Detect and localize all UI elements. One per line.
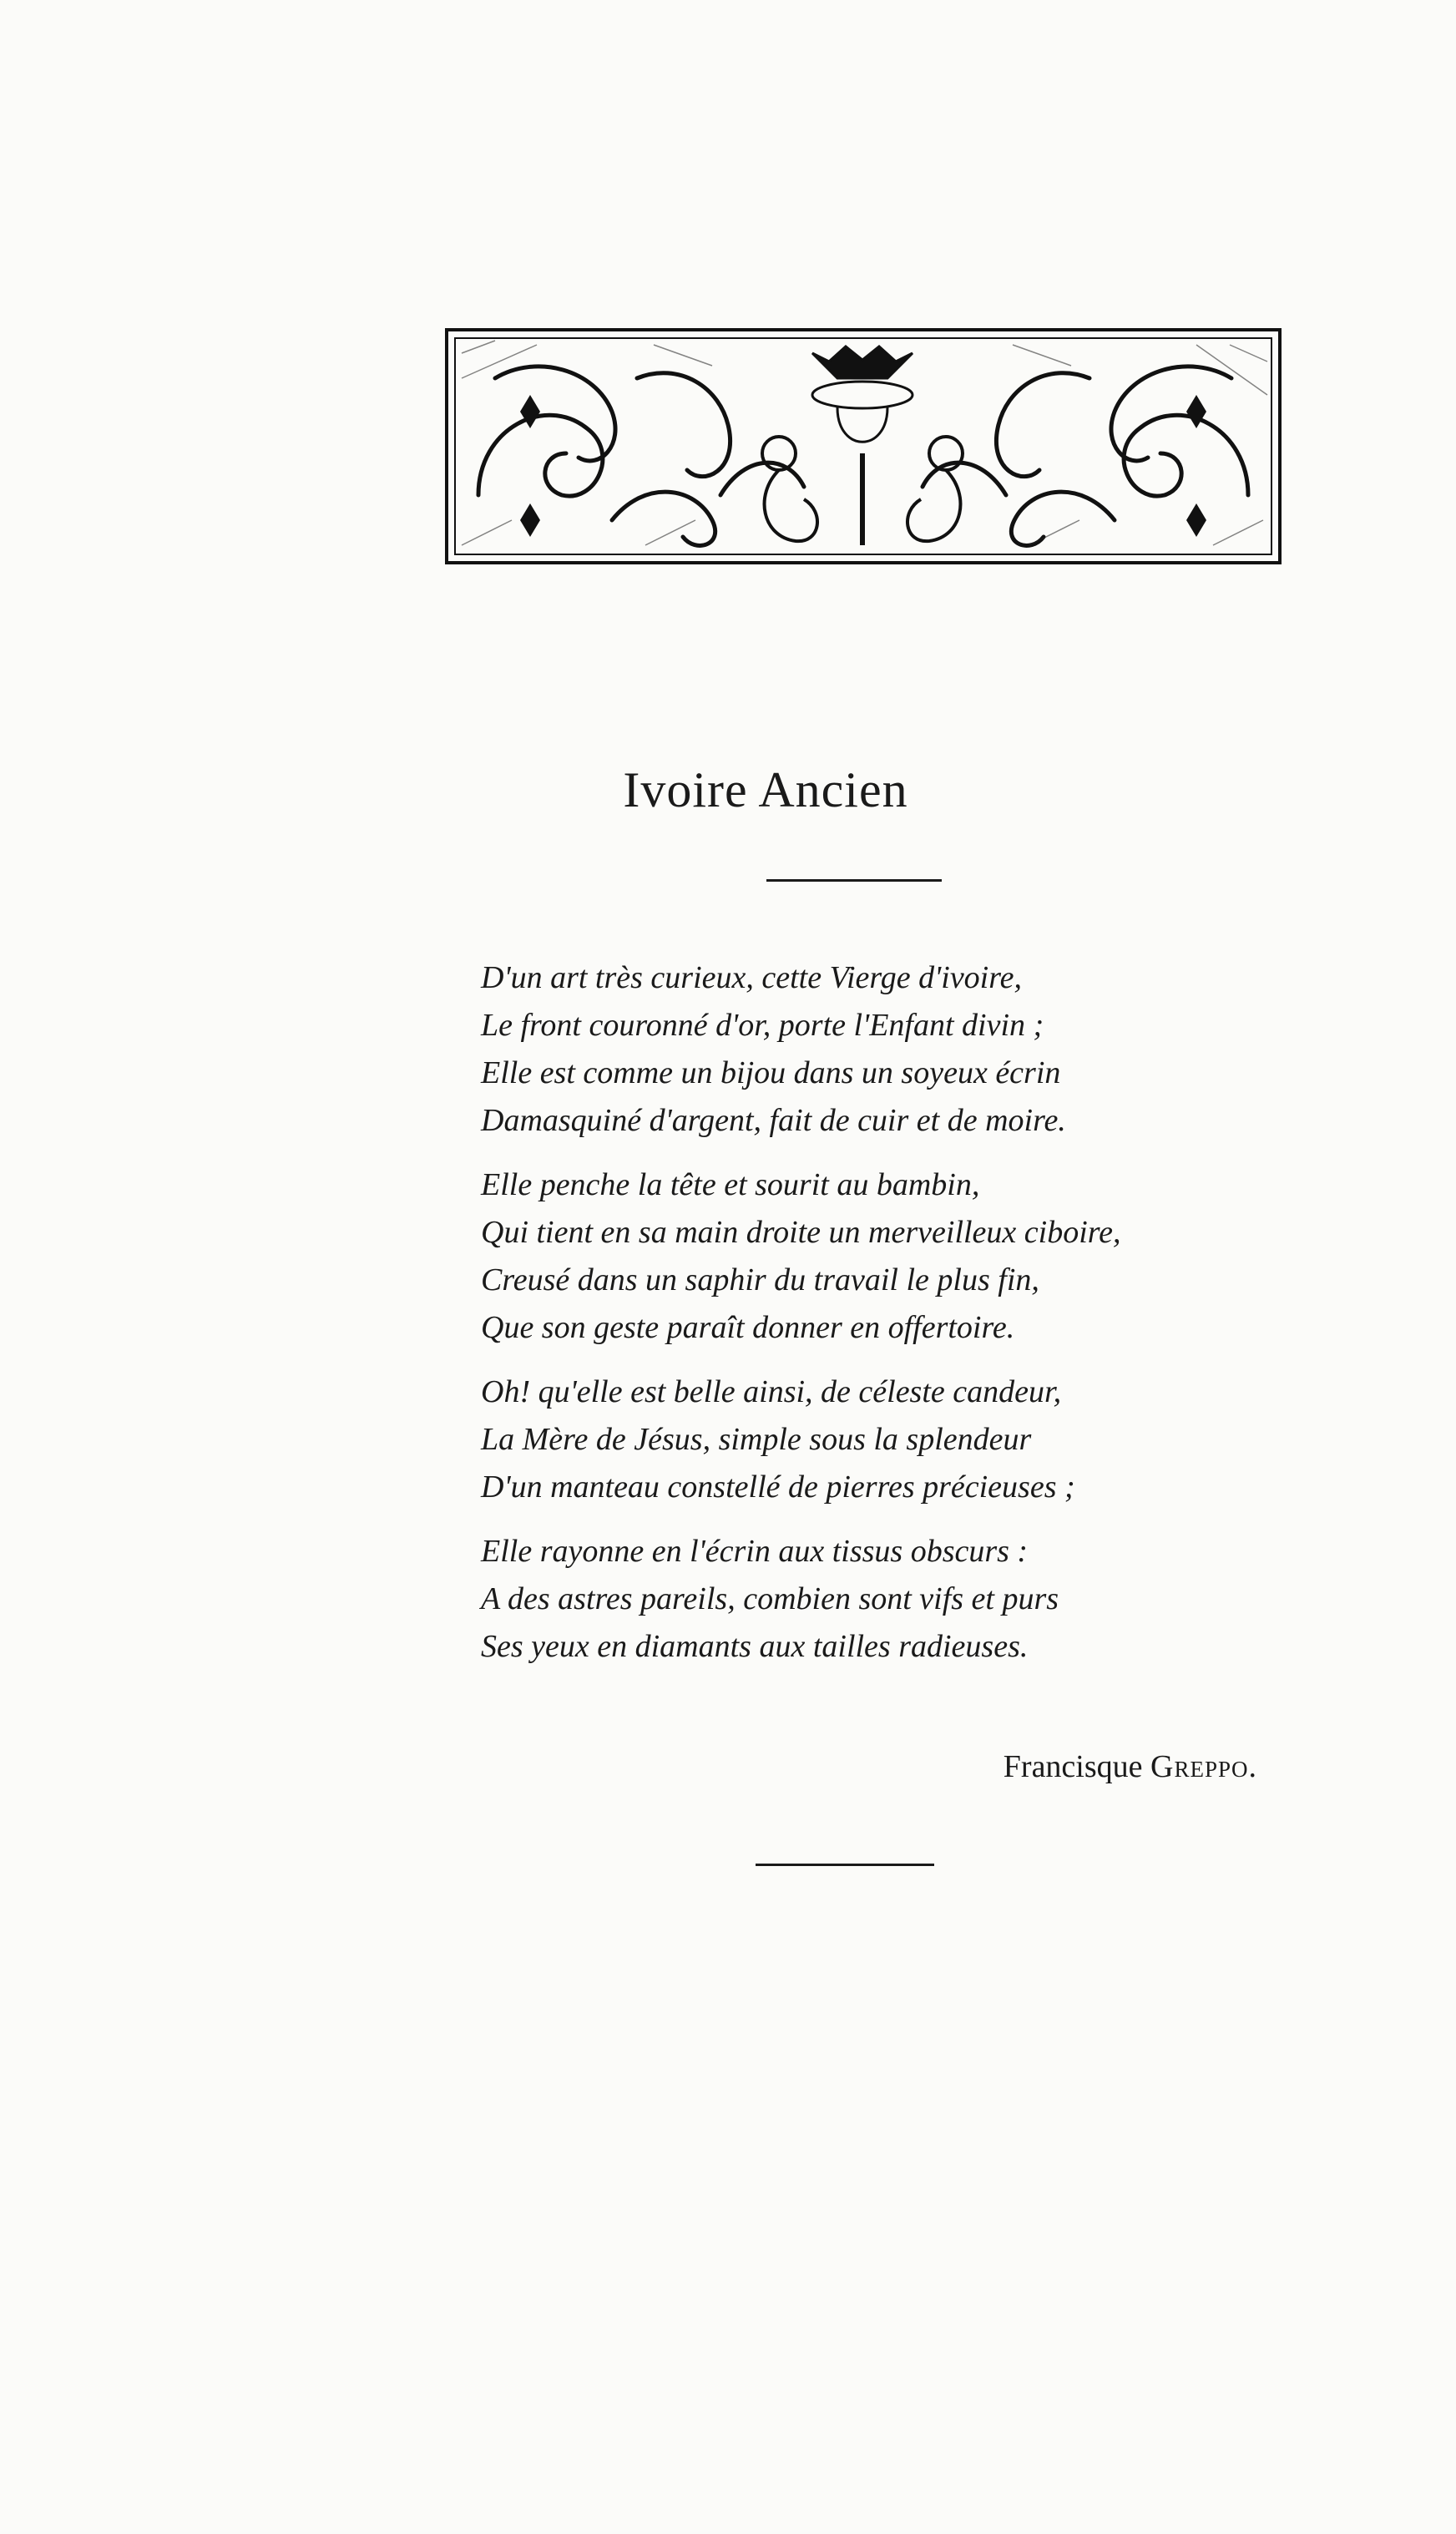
stanza — [481, 1161, 1232, 1352]
poem-line: Le front couronné d'or, porte l'Enfant divin ; — [481, 1008, 1044, 1043]
author-surname: Greppo. — [1150, 1749, 1257, 1784]
ornamental-headpiece-icon — [445, 328, 1282, 564]
poem-line: Oh! qu'elle est belle ainsi, de céleste candeur, — [481, 1374, 1062, 1409]
closing-rule — [756, 1864, 934, 1866]
poem-line: Elle penche la tête et sourit au bambin, — [481, 1167, 980, 1202]
author-signature — [1004, 1748, 1257, 1785]
author-first-name: Francisque — [1003, 1749, 1143, 1784]
poem-line: Creusé dans un saphir du travail le plus fin, — [481, 1262, 1039, 1297]
poem-line: Qui tient en sa main droite un merveilleux ciboire, — [481, 1215, 1121, 1250]
poem-line: D'un manteau constellé de pierres précieuses ; — [481, 1469, 1075, 1505]
poem-title: Ivoire Ancien — [623, 762, 908, 817]
title-rule — [766, 879, 942, 882]
poem-line: Elle est comme un bijou dans un soyeux écrin — [481, 1055, 1061, 1090]
poem-line: A des astres pareils, combien sont vifs et purs — [481, 1581, 1059, 1616]
poem-line: La Mère de Jésus, simple sous la splendeur — [481, 1422, 1032, 1457]
ornamental-headpiece — [445, 328, 1282, 564]
poem-line: D'un art très curieux, cette Vierge d'ivoire, — [481, 960, 1022, 995]
stanza — [481, 1528, 1232, 1671]
poem-line: Elle rayonne en l'écrin aux tissus obscurs : — [481, 1534, 1029, 1569]
poem — [481, 954, 1232, 1687]
poem-line: Que son geste paraît donner en offertoire. — [481, 1310, 1015, 1345]
poem-line: Damasquiné d'argent, fait de cuir et de moire. — [481, 1103, 1066, 1138]
stanza — [481, 1368, 1232, 1511]
stanza — [481, 954, 1232, 1145]
poem-line: Ses yeux en diamants aux tailles radieuses. — [481, 1629, 1029, 1664]
